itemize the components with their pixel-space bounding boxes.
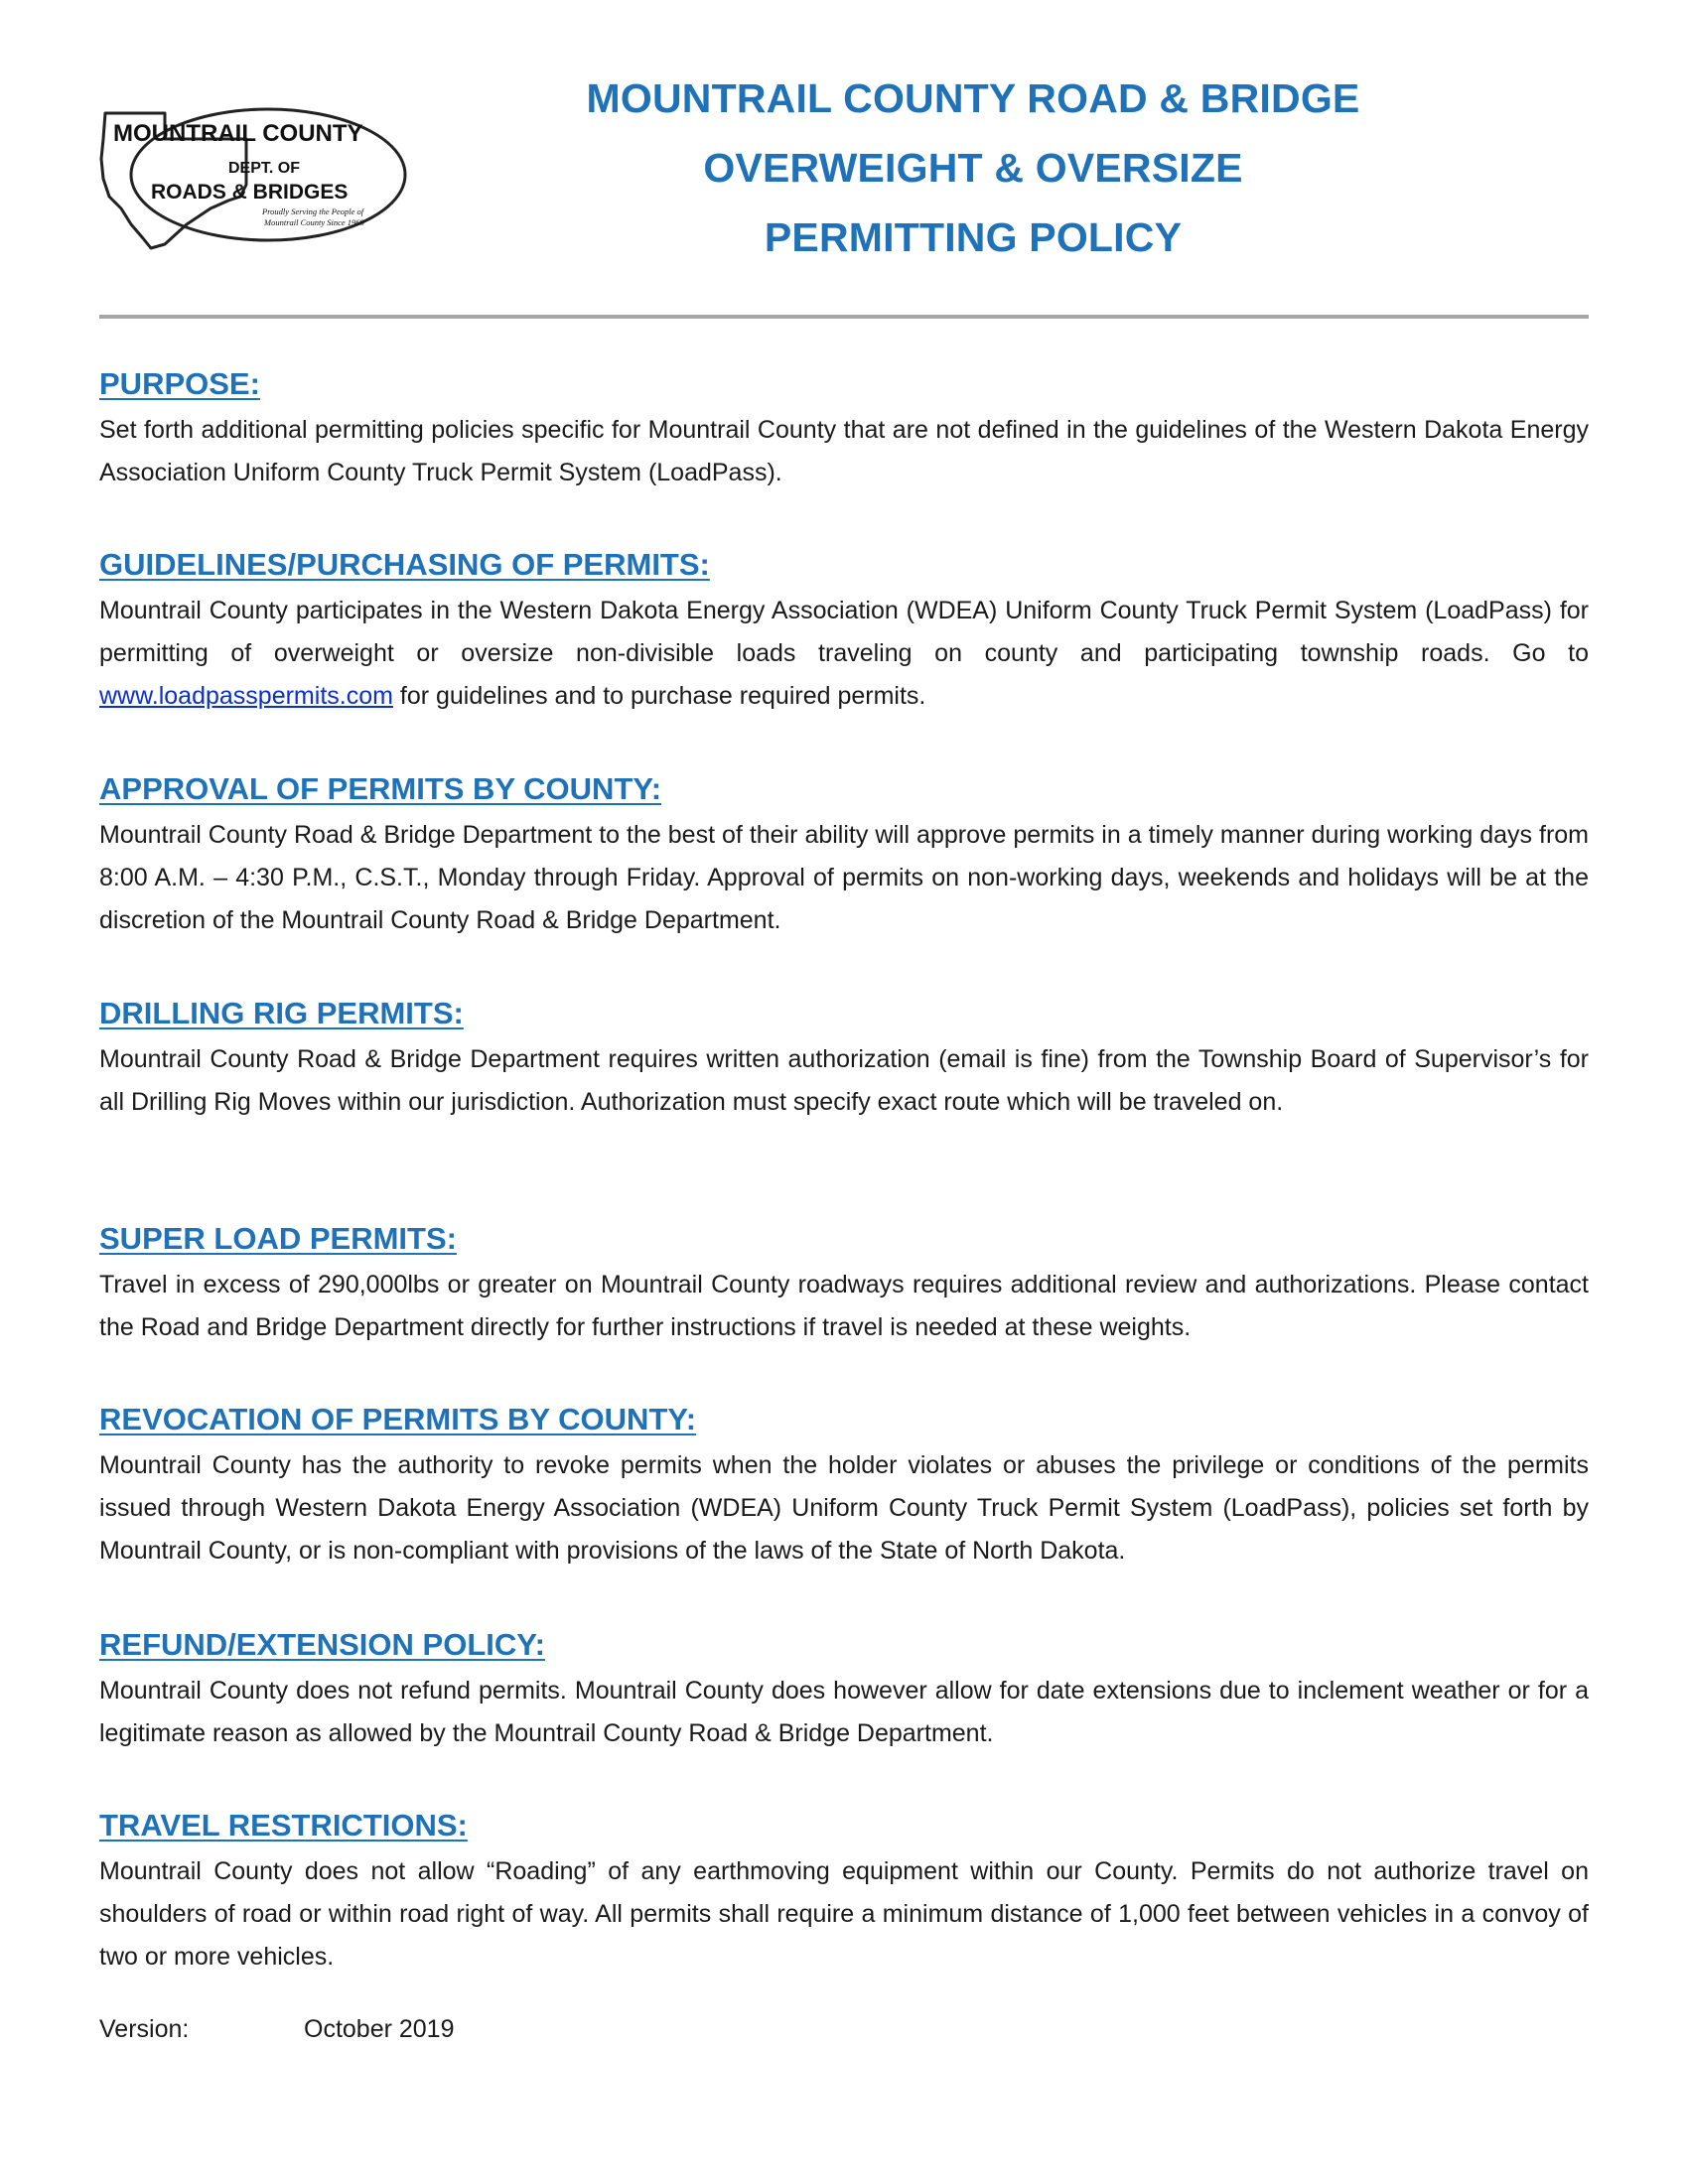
section-body-drilling-rig: Mountrail County Road & Bridge Department requires written authorization (email is fine) from the Township Board of Supervisor’s for all Drilling Rig Moves within our jurisdiction. Authorization must specify exact route which will be traveled on. <box>99 1045 1589 1116</box>
section-heading-travel-restrictions: TRAVEL RESTRICTIONS: <box>99 1808 468 1843</box>
version-value: October 2019 <box>304 2015 455 2043</box>
title-line-3: PERMITTING POLICY <box>764 214 1183 260</box>
section-heading-refund: REFUND/EXTENSION POLICY: <box>99 1627 545 1662</box>
section-super-load <box>99 1218 1589 1349</box>
version-line <box>99 2009 455 2049</box>
section-travel-restrictions <box>99 1805 1589 1979</box>
section-body-travel-restrictions: Mountrail County does not allow “Roading” of any earthmoving equipment within our County. Permits do not authorize travel on shoulders of road or within road right of way. All permits shall require a minimum distance of 1,000 feet between vehicles in a convoy of two or more vehicles. <box>99 1857 1589 1971</box>
section-heading-super-load: SUPER LOAD PERMITS: <box>99 1221 457 1256</box>
county-logo <box>91 99 409 253</box>
section-drilling-rig <box>99 993 1589 1124</box>
section-refund <box>99 1624 1589 1755</box>
section-heading-revocation: REVOCATION OF PERMITS BY COUNTY: <box>99 1402 697 1436</box>
section-approval <box>99 768 1589 942</box>
section-body-super-load: Travel in excess of 290,000lbs or greater on Mountrail County roadways requires additional review and authorizations. Please contact the Road and Bridge Department directly for further instructions if travel is needed at these weights. <box>99 1271 1589 1341</box>
section-purpose <box>99 363 1589 494</box>
title-line-1: MOUNTRAIL COUNTY ROAD & BRIDGE <box>586 75 1360 121</box>
title-line-2: OVERWEIGHT & OVERSIZE <box>703 145 1243 191</box>
guidelines-text-before-link: Mountrail County participates in the Western Dakota Energy Association (WDEA) Uniform County Truck Permit System (LoadPass) for permitting of overweight or oversize non-divisible loads traveling on county and participating township roads. Go to <box>99 597 1589 667</box>
section-revocation <box>99 1399 1589 1572</box>
logo-line-3: ROADS & BRIDGES <box>151 181 349 204</box>
section-body-approval: Mountrail County Road & Bridge Department to the best of their ability will approve permits in a timely manner during working days from 8:00 A.M. – 4:30 P.M., C.S.T., Monday through Friday. Approval of permits on non-working days, weekends and holidays will be at the discretion of the Mountrail County Road & Bridge Department. <box>99 821 1589 934</box>
loadpass-permits-link[interactable]: www.loadpasspermits.com <box>99 682 393 710</box>
guidelines-text-after-link: for guidelines and to purchase required permits. <box>392 682 926 710</box>
section-heading-drilling-rig: DRILLING RIG PERMITS: <box>99 996 464 1030</box>
version-label: Version: <box>99 2015 190 2043</box>
section-body-refund: Mountrail County does not refund permits. Mountrail County does however allow for date extensions due to inclement weather or for a legitimate reason as allowed by the Mountrail County Road & Bridge Department. <box>99 1677 1589 1747</box>
header-divider <box>99 315 1589 319</box>
section-body-guidelines <box>99 590 1589 718</box>
section-guidelines <box>99 544 1589 718</box>
logo-tagline-2: Mountrail County Since 1969 <box>264 217 364 227</box>
county-logo-graphic <box>91 99 409 253</box>
section-body-revocation: Mountrail County has the authority to revoke permits when the holder violates or abuses the privilege or conditions of the permits issued through Western Dakota Energy Association (WDEA) Uniform County Truck Permit System (LoadPass), policies set forth by Mountrail County, or is non-compliant with provisions of the laws of the State of North Dakota. <box>99 1451 1589 1565</box>
section-heading-purpose: PURPOSE: <box>99 366 260 401</box>
logo-tagline-1: Proudly Serving the People of <box>262 206 364 216</box>
logo-line-2: DEPT. OF <box>228 160 301 177</box>
document-title <box>467 64 1479 272</box>
logo-line-1: MOUNTRAIL COUNTY <box>113 120 363 147</box>
section-body-purpose: Set forth additional permitting policies specific for Mountrail County that are not defined in the guidelines of the Western Dakota Energy Association Uniform County Truck Permit System (LoadPass). <box>99 416 1589 486</box>
section-heading-approval: APPROVAL OF PERMITS BY COUNTY: <box>99 771 662 806</box>
section-heading-guidelines: GUIDELINES/PURCHASING OF PERMITS: <box>99 547 710 582</box>
